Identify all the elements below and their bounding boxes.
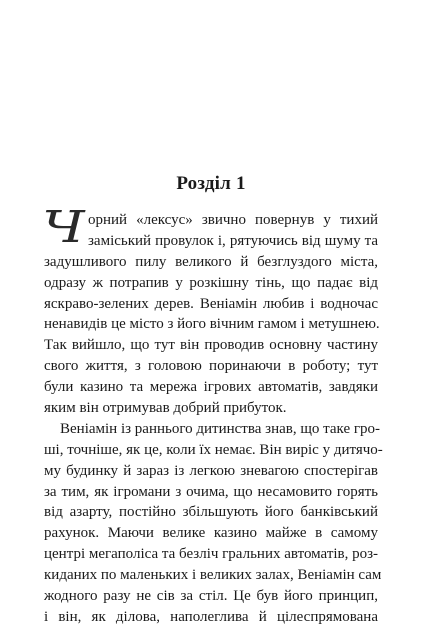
text-line: яскраво-зелених дерев. Веніамін любив і водночас (44, 295, 378, 312)
text-line: жодного разу не сів за стіл. Це був його принцип, (44, 588, 378, 605)
text-line: Так вийшло, що тут він проводив основну частину (44, 337, 378, 354)
chapter-title: Розділ 1 (176, 173, 246, 194)
text-line: орний «лексус» звично повернув у тихий (88, 212, 378, 228)
chapter-body (42, 202, 383, 628)
text-line: ші, точніше, як це, коли їх немає. Він виріс у дитячо- (44, 441, 383, 458)
text-line: свого життя, з головою поринаючи в роботу; тут (44, 358, 378, 375)
text-line: від азарту, постійно збільшують його банківський (44, 504, 378, 521)
text-line: задушливого пилу великого й безглуздого міста, (44, 253, 378, 270)
text-line: були казино та мережа ігрових автоматів, завдяки (44, 379, 378, 396)
text-line: ненавидів це місто з його вічним гамом і метушнею. (44, 316, 380, 333)
drop-cap-letter: Ч (42, 202, 85, 253)
text-line: заміський провулок і, рятуючись від шуму та (88, 232, 378, 249)
text-line: центрі мегаполіса та безліч гральних автоматів, роз- (44, 546, 379, 563)
text-line: за тим, як ігромани з очима, що несамовито горять (44, 483, 378, 500)
text-line: му будинку й зараз із легкою зневагою спостерігав (44, 462, 378, 479)
text-line: рахунок. Маючи велике казино майже в самому (44, 525, 378, 542)
text-line: одразу ж потрапив у розкішну тінь, що падає від (44, 274, 378, 291)
text-line: киданих по маленьких і великих залах, Веніамін сам (44, 567, 382, 584)
text-line: Веніамін із раннього дитинства знав, що таке гро- (60, 420, 381, 437)
text-line: яким він отримував добрий прибуток. (44, 400, 287, 417)
text-line: і він, як ділова, наполеглива й цілеспрямована (44, 608, 378, 625)
